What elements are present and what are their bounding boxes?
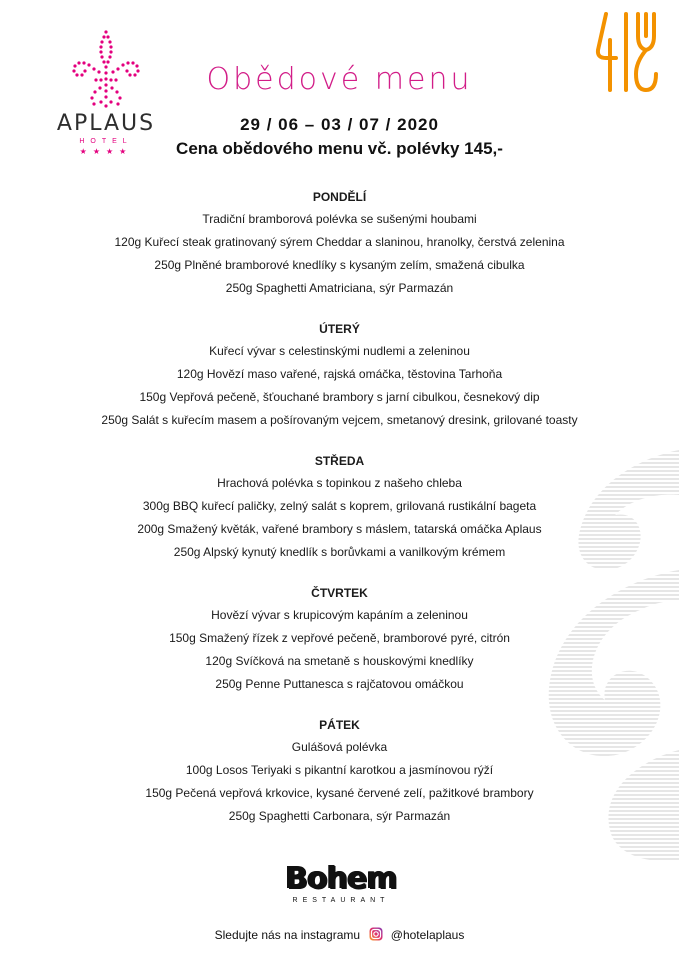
- hotel-subtitle: HOTEL: [79, 138, 133, 145]
- hotel-name: APLAUS: [56, 111, 156, 136]
- menu-item: 150g Smažený řízek z vepřové pečeně, bramborové pyré, citrón: [169, 631, 510, 645]
- day-section-friday: [0, 714, 679, 828]
- day-heading: ÚTERÝ: [319, 322, 360, 336]
- menu-item: 200g Smažený květák, vařené brambory s máslem, tatarská omáčka Aplaus: [137, 522, 542, 536]
- menu-item: 150g Pečená vepřová krkovice, kysané červené zelí, pažitkové brambory: [145, 786, 534, 800]
- day-section-tuesday: [0, 318, 679, 432]
- menu-item: 250g Alpský kynutý knedlík s borůvkami a vanilkovým krémem: [173, 545, 506, 559]
- menu-item: 250g Spaghetti Amatriciana, sýr Parmazán: [225, 281, 454, 295]
- menu-item: Tradiční bramborová polévka se sušenými houbami: [202, 212, 477, 226]
- day-heading: ČTVRTEK: [311, 586, 368, 600]
- day-section-wednesday: [0, 450, 679, 564]
- social-footer: [0, 926, 679, 944]
- restaurant-name: Bohem: [285, 861, 397, 896]
- menu-item: 120g Svíčková na smetaně s houskovými knedlíky: [205, 654, 474, 668]
- menu-item: Hovězí vývar s krupicovým kapáním a zeleninou: [211, 608, 468, 622]
- menu-item: 250g Salát s kuřecím masem a pošírovaným vejcem, smetanový dresink, grilované toasty: [101, 413, 578, 427]
- menu-item: 250g Spaghetti Carbonara, sýr Parmazán: [228, 809, 451, 823]
- menu-item: Hrachová polévka s topinkou z našeho chleba: [217, 476, 462, 490]
- day-section-monday: [0, 186, 679, 300]
- menu-item: Kuřecí vývar s celestinskými nudlemi a zeleninou: [209, 344, 470, 358]
- menu-item: 300g BBQ kuřecí paličky, zelný salát s koprem, grilovaná rustikální bageta: [142, 499, 537, 513]
- menu-date-range: 29 / 06 – 03 / 07 / 2020: [240, 115, 439, 134]
- instagram-handle-link[interactable]: @hotelaplaus: [390, 928, 465, 942]
- instagram-icon[interactable]: [369, 927, 383, 941]
- day-heading: PONDĚLÍ: [312, 190, 367, 204]
- day-heading: STŘEDA: [314, 454, 365, 468]
- menu-item: 120g Hovězí maso vařené, rajská omáčka, těstovina Tarhoňa: [176, 367, 503, 381]
- weekly-menu: [0, 186, 679, 846]
- restaurant-subtitle: RESTAURANT: [292, 897, 390, 904]
- menu-item: Gulášová polévka: [291, 740, 388, 754]
- menu-item: 120g Kuřecí steak gratinovaný sýrem Cheddar a slaninou, hranolky, čerstvá zelenina: [114, 235, 565, 249]
- hotel-stars: ★★★★: [79, 147, 133, 156]
- menu-price: Cena obědového menu vč. polévky 145,-: [176, 139, 503, 158]
- day-section-thursday: [0, 582, 679, 696]
- menu-item: 100g Losos Teriyaki s pikantní karotkou a jasmínovou rýží: [185, 763, 494, 777]
- page-title: Obědové menu: [206, 62, 473, 97]
- menu-item: 250g Plněné bramborové knedlíky s kysaným zelím, smažená cibulka: [154, 258, 525, 272]
- follow-text: Sledujte nás na instagramu: [214, 928, 361, 942]
- menu-item: 150g Vepřová pečeně, šťouchané brambory s jarní cibulkou, česnekový dip: [139, 390, 540, 404]
- day-heading: PÁTEK: [319, 718, 360, 732]
- restaurant-logo: [276, 862, 406, 905]
- menu-item: 250g Penne Puttanesca s rajčatovou omáčkou: [215, 677, 464, 691]
